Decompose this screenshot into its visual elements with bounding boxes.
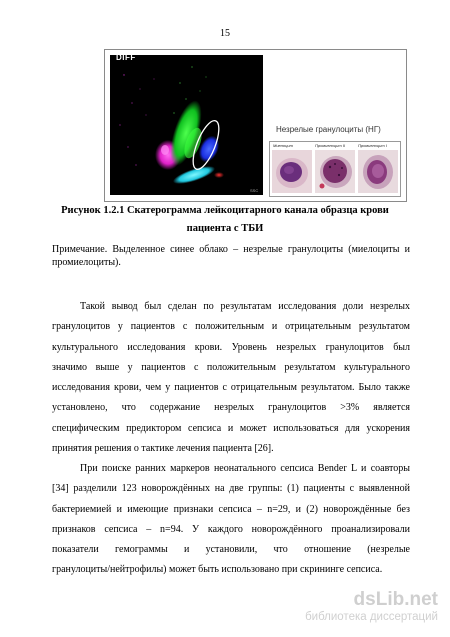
figure-caption-line-1: Рисунок 1.2.1 Скатерограмма лейкоцитарного канала образца крови bbox=[61, 205, 389, 216]
watermark-subtitle: библиотека диссертаций bbox=[305, 611, 438, 623]
myelocyte-image bbox=[272, 150, 312, 193]
promyelocyte-2-image bbox=[315, 150, 355, 193]
paragraph-line: принятия решения о тактике лечения пациента [26]. bbox=[52, 443, 274, 455]
paragraph-line: показатели гемограммы и установили, что отношение (незрелые bbox=[52, 544, 410, 556]
paragraph-line: [34] разделили 123 новорождённых на две группы: (1) пациенты с выявленной bbox=[52, 483, 410, 495]
paragraph-line: гранулоцитов у пациентов с положительным и отрицательным результатом bbox=[52, 321, 410, 333]
cell-images-panel bbox=[269, 141, 401, 197]
paragraph-line: специфическим предиктором сепсиса и может использоваться для ускорения bbox=[52, 422, 410, 434]
paragraph-line: установлено, что содержание незрелых гранулоцитов >3% является bbox=[52, 402, 410, 414]
paragraph-line: Такой вывод был сделан по результатам исследования доли незрелых bbox=[80, 301, 410, 312]
svg-text:SSC: SSC bbox=[250, 188, 259, 193]
scatter-clouds bbox=[110, 55, 263, 195]
diff-label: DIFF bbox=[116, 53, 136, 62]
paragraph-line: признаков сепсиса – n=94. У каждого новорождённого проанализировали bbox=[52, 523, 410, 535]
scattergram-figure bbox=[104, 49, 407, 202]
paragraph-line: исследования крови, чем у пациентов с отрицательным результатом. Было также bbox=[52, 382, 410, 394]
scattergram-plot bbox=[110, 55, 263, 195]
figure-caption-line-2: пациента с ТБИ bbox=[186, 223, 264, 234]
immature-granulocytes-label: Незрелые гранулоциты (НГ) bbox=[276, 125, 381, 134]
promyelocyte-1-image bbox=[358, 150, 398, 193]
watermark bbox=[305, 589, 438, 623]
paragraph-line: значимо выше у пациентов с положительным результатом культурального bbox=[52, 361, 410, 373]
paragraph-line: бактериемией и имеющие признаки сепсиса – n=29, и (2) новорождённые без bbox=[52, 503, 410, 515]
cell-caption-promyelocyte-2: Промиелоцит II bbox=[315, 143, 346, 148]
cell-caption-myelocyte: Миелоцит bbox=[273, 143, 293, 148]
paragraph-line: культурального исследования крови. Уровень незрелых гранулоцитов был bbox=[52, 341, 410, 353]
paragraph-1 bbox=[52, 297, 410, 459]
page-number: 15 bbox=[220, 28, 230, 39]
paragraph-line: При поиске ранних маркеров неонатального сепсиса Bender L и соавторы bbox=[80, 463, 410, 474]
cell-caption-promyelocyte-1: Промиелоцит I bbox=[358, 143, 387, 148]
paragraph-line: гранулоциты/нейтрофилы) может быть использовано при скрининге сепсиса. bbox=[52, 564, 383, 576]
paragraph-2 bbox=[52, 459, 410, 581]
watermark-title: dsLib.net bbox=[353, 589, 438, 610]
figure-note: Примечание. Выделенное синее облако – незрелые гранулоциты (миелоциты и промиелоциты). bbox=[52, 244, 410, 268]
